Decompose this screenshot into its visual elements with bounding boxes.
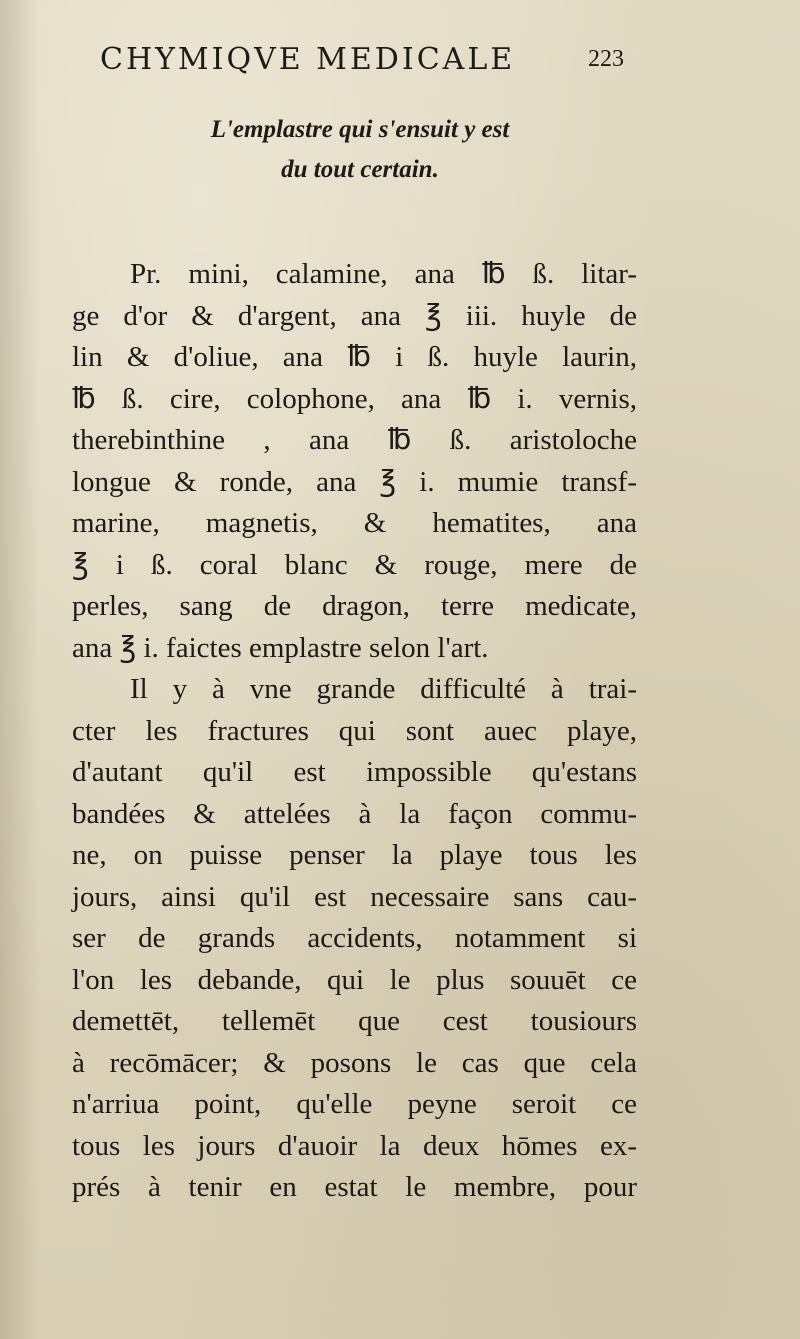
text-line: jours, ainsi qu'il est necessaire sans cau- [72, 880, 637, 913]
text-line: Pr. mini, calamine, ana ℔ ß. litar- [130, 258, 637, 290]
text-line: perles, sang de dragon, terre medicate, [72, 590, 637, 622]
page-gutter-shadow [0, 0, 40, 1339]
subtitle-line: du tout certain. [281, 156, 439, 183]
text-line: tous les jours d'auoir la deux hōmes ex- [72, 1129, 637, 1162]
text-line: ana ℥ i. faictes emplastre selon l'art. [72, 631, 489, 664]
page-header [100, 42, 660, 92]
text-line: ne, on puisse penser la playe tous les [72, 839, 637, 871]
text-line: prés à tenir en estat le membre, pour [72, 1171, 637, 1203]
text-line: n'arriua point, qu'elle peyne seroit ce [72, 1088, 637, 1120]
text-line: cter les fractures qui sont auec playe, [72, 714, 637, 747]
text-line: marine, magnetis, & hematites, ana [72, 507, 637, 539]
text-line: ge d'or & d'argent, ana ℥ iii. huyle de [72, 299, 637, 332]
text-line: d'autant qu'il est impossible qu'estans [72, 756, 637, 788]
text-line: l'on les debande, qui le plus souuēt ce [72, 963, 637, 996]
text-line: Il y à vne grande difficulté à trai- [130, 673, 637, 705]
subtitle-line: L'emplastre qui s'ensuit y est [210, 116, 510, 143]
running-title: CHYMIQVE MEDICALE [100, 42, 516, 77]
text-line: ℥ i ß. coral blanc & rouge, mere de [72, 548, 637, 581]
text-line: à recōmācer; & posons le cas que cela [72, 1046, 637, 1079]
text-line: ser de grands accidents, notamment si [72, 922, 637, 954]
page-number: 223 [588, 46, 624, 72]
text-line: therebinthine , ana ℔ ß. aristoloche [72, 424, 637, 456]
body-text [72, 254, 637, 1209]
text-line: longue & ronde, ana ℥ i. mumie transf- [72, 465, 637, 498]
section-subtitle [150, 110, 570, 190]
text-line: lin & d'oliue, ana ℔ i ß. huyle laurin, [72, 341, 637, 373]
text-line: bandées & attelées à la façon commu- [72, 797, 637, 830]
text-line: demettēt, tellemēt que cest tousiours [72, 1005, 637, 1037]
text-line: ℔ ß. cire, colophone, ana ℔ i. vernis, [72, 382, 637, 415]
